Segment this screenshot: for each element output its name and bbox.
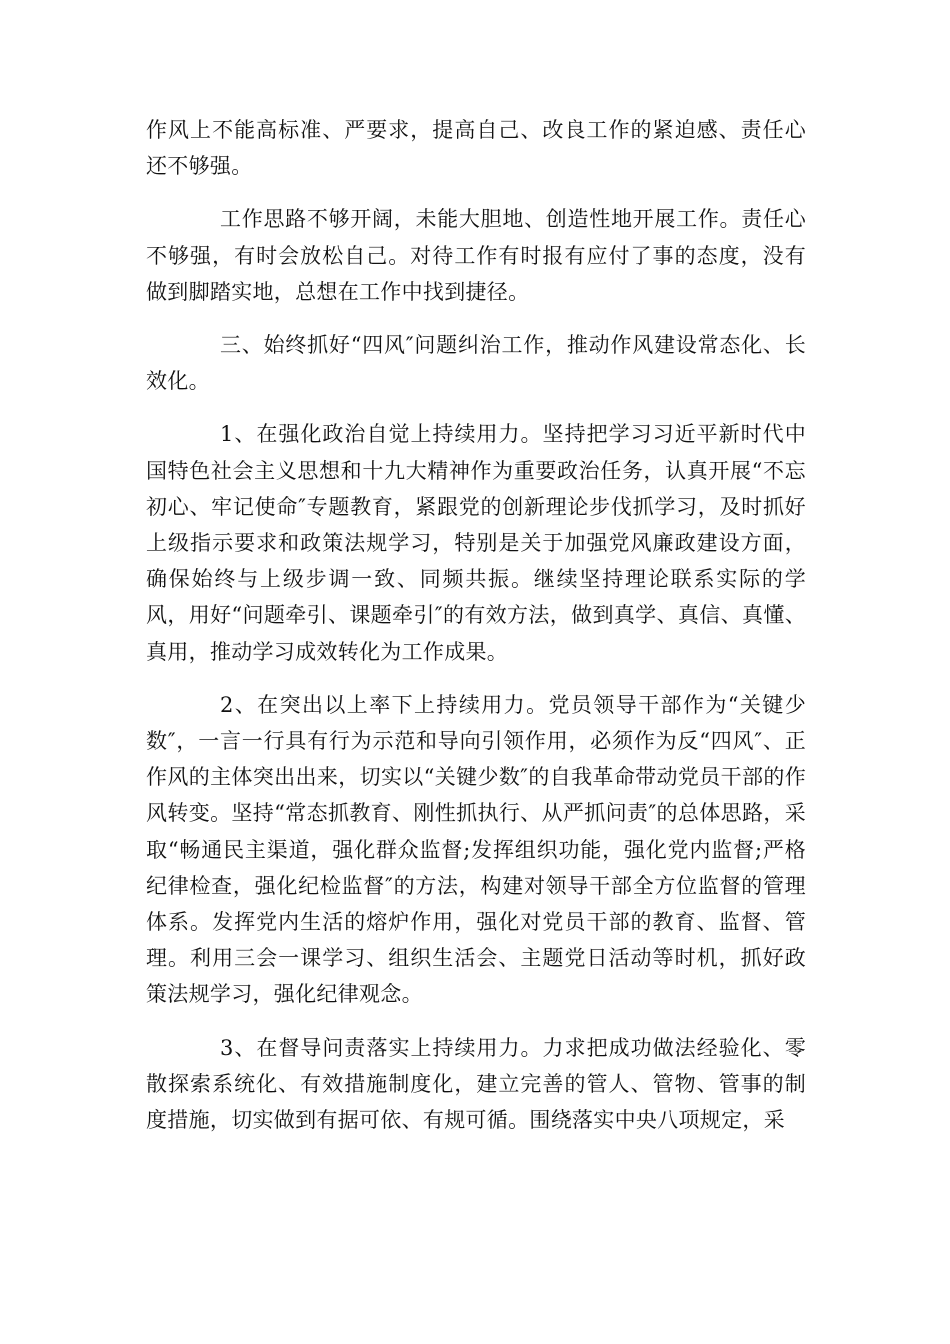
paragraph-2: 工作思路不够开阔，未能大胆地、创造性地开展工作。责任心不够强，有时会放松自己。对待工作有时报有应付了事的态度，没有做到脚踏实地，总想在工作中找到捷径。 (146, 207, 806, 304)
paragraph-1: 作风上不能高标准、严要求，提高自己、改良工作的紧迫感、责任心还不够强。 (146, 118, 806, 179)
section-heading-3: 三、始终抓好“四风″问题纠治工作，推动作风建设常态化、长效化。 (146, 333, 806, 394)
paragraph-4: 1、在强化政治自觉上持续用力。坚持把学习习近平新时代中国特色社会主义思想和十九大精神作为重要政治任务，认真开展“不忘初心、牢记使命″专题教育，紧跟党的创新理论步伐抓学习，及时抓好上级指示要求和政策法规学习，特别是关于加强党风廉政建设方面，确保始终与上级步调一致、同频共振。继续坚持理论联系实际的学风，用好“问题牵引、课题牵引″的有效方法，做到真学、真信、真懂、真用，推动学习成效转化为工作成果。 (146, 422, 806, 664)
document-body (146, 112, 806, 1155)
paragraph-5: 2、在突出以上率下上持续用力。党员领导干部作为“关键少数″，一言一行具有行为示范和导向引领作用，必须作为反“四风″、正作风的主体突出出来，切实以“关键少数″的自我革命带动党员干部的作风转变。坚持“常态抓教育、刚性抓执行、从严抓问责″的总体思路，采取“畅通民主渠道，强化群众监督;发挥组织功能，强化党内监督;严格纪律检查，强化纪检监督″的方法，构建对领导干部全方位监督的管理体系。发挥党内生活的熔炉作用，强化对党员干部的教育、监督、管理。利用三会一课学习、组织生活会、主题党日活动等时机，抓好政策法规学习，强化纪律观念。 (146, 692, 806, 1007)
paragraph-6: 3、在督导问责落实上持续用力。力求把成功做法经验化、零散探索系统化、有效措施制度化，建立完善的管人、管物、管事的制度措施，切实做到有据可依、有规可循。围绕落实中央八项规定，采 (146, 1035, 806, 1133)
